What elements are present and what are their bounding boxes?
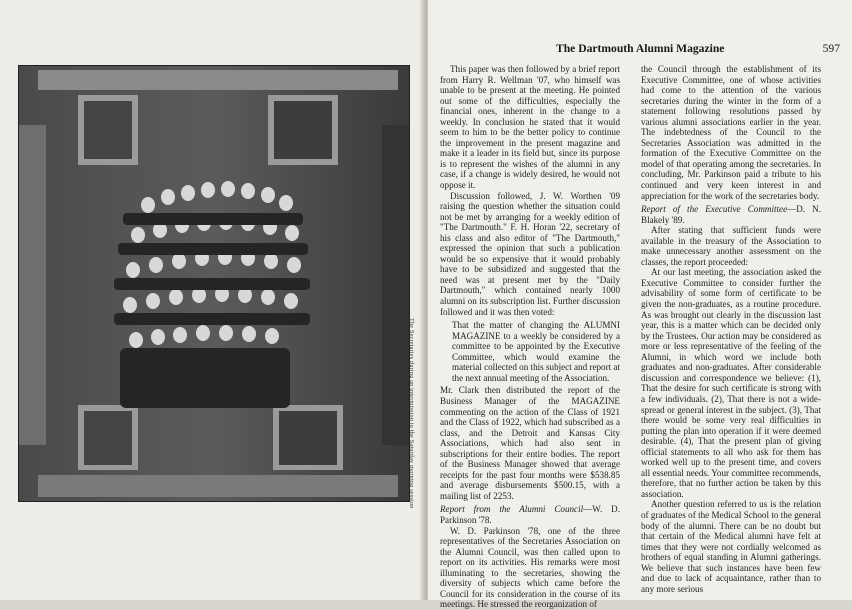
paragraph: This paper was then followed by a brief report from Harry R. Wellman '07, who himself was unable to be present at the meeting. He pointed out some of the difficulties, especially the financial ones, inherent in the change to a weekly. In conclusion he stated that it would seem to him to be the better policy to continue the improvement in the present magazine and make it a leader in its field but, since its purpose is to represent the wishes of the alumni in any case, if a change is widely desired, he would not oppose it. — [440, 64, 620, 191]
page-number: 597 — [822, 42, 840, 55]
running-header — [556, 42, 848, 58]
report-author: —W. D. Parkinson '78. — [440, 504, 620, 525]
photo-caption: The Secretaries during an intermission in the Saturday morning session — [408, 318, 415, 509]
vote-resolution: That the matter of changing the ALUMNI MAGAZINE to a weekly be considered by a committee to be appointed by the Executive Committee, which would examine the material collected on this subject and report at the next annual meeting of the Association. — [452, 320, 620, 383]
text-column-right — [641, 64, 821, 594]
text-column-left — [440, 64, 620, 610]
paragraph: After stating that sufficient funds were available in the treasury of the Association to make unnecessary another assessment on the classes, the report proceeded: — [641, 225, 821, 267]
paragraph: the Council through the establishment of its Executive Committee, one of whose activities had come to the attention of the various secretaries during the winter in the form of a statement following resolutions passed by various alumni associations earlier in the year. The indebtedness of the Council to the Secretaries Association was admitted in the formation of the Executive Committee on the model of that operating among the secretaries. In concluding, Mr. Parkinson paid a tribute to his continued and very keen interest in and appreciation for the work of the secretaries body. — [641, 64, 821, 201]
group-photograph — [18, 65, 410, 502]
paragraph: Another question referred to us is the relation of graduates of the Medical School to the general body of the alumni. There can be no doubt but that certain of the Medical alumni have felt at times that they were not cordially welcomed as brothers of equal standing in Alumni gatherings. We believe that such instances have been few and due to lack of acquaintance, rather than to any more serious — [641, 499, 821, 594]
report-author: —D. N. Blakely '89. — [641, 204, 821, 225]
magazine-title: The Dartmouth Alumni Magazine — [556, 42, 725, 55]
paragraph: W. D. Parkinson '78, one of the three representatives of the Secretaries Association on the Alumni Council, was then called upon to report on its activities. His remarks were most illuminating to the secretaries, showing the diversity of subjects which came before the Council for its consideration in the course of its meetings. He stressed the reorganization of — [440, 525, 620, 610]
report-heading-alumni-council — [440, 504, 620, 525]
paragraph: At our last meeting, the association asked the Executive Committee to consider further the advisability of some form of certificate to be given the non-graduates, as a routine procedure. As was brought out clearly in the discussion last year, this is a matter which can be decided only by the Trustees. Our action may be considered as more or less representative of the feeling of the Alumni, in which word we include both graduates and non-graduates. After considerable discussion and correspondence we believe: (1), That the desire for such certificate is strong with a few individuals. (2), That there is not a wide-spread or general interest in the subject. (3), That there would be some very real difficulties in putting the plan into operation if it were deemed desirable. (4), That the present plan of giving official statements to all who ask for them has worked well up to the present time, and covers all essential needs. Your committee recommends, therefore, that no further action be taken by this association. — [641, 267, 821, 499]
group-photo-image — [18, 65, 410, 502]
left-page — [0, 0, 424, 600]
report-heading-executive-committee — [641, 204, 821, 225]
paragraph: Mr. Clark then distributed the report of the Business Manager of the MAGAZINE commenting on the action of the Class of 1921 and the Class of 1922, which had subscribed as a class, and the Detroit and Kansas City Associations, which had also sent in subscriptions for their entire bodies. The report of the Business Manager showed that average receipts for the past four months were $538.85 and average disbursements $500.15, with a mailing list of 2253. — [440, 385, 620, 501]
report-title: Report of the Executive Committee — [641, 204, 788, 215]
paragraph: Discussion followed, J. W. Worthen '09 raising the question whether the situation could not be met by arranging for a weekly edition of "The Dartmouth." F. H. Horan '22, secretary of his class and also editor of "The Dartmouth," expressed the opinion that such a publication would be so expensive that it would probably have to be subsidized and suggested that the need was at present met by the "Daily Dartmouth," which contained nearly 1000 alumni on its subscription list. Further discussion followed and it was then voted: — [440, 190, 620, 317]
report-title: Report from the Alumni Council — [440, 504, 584, 515]
